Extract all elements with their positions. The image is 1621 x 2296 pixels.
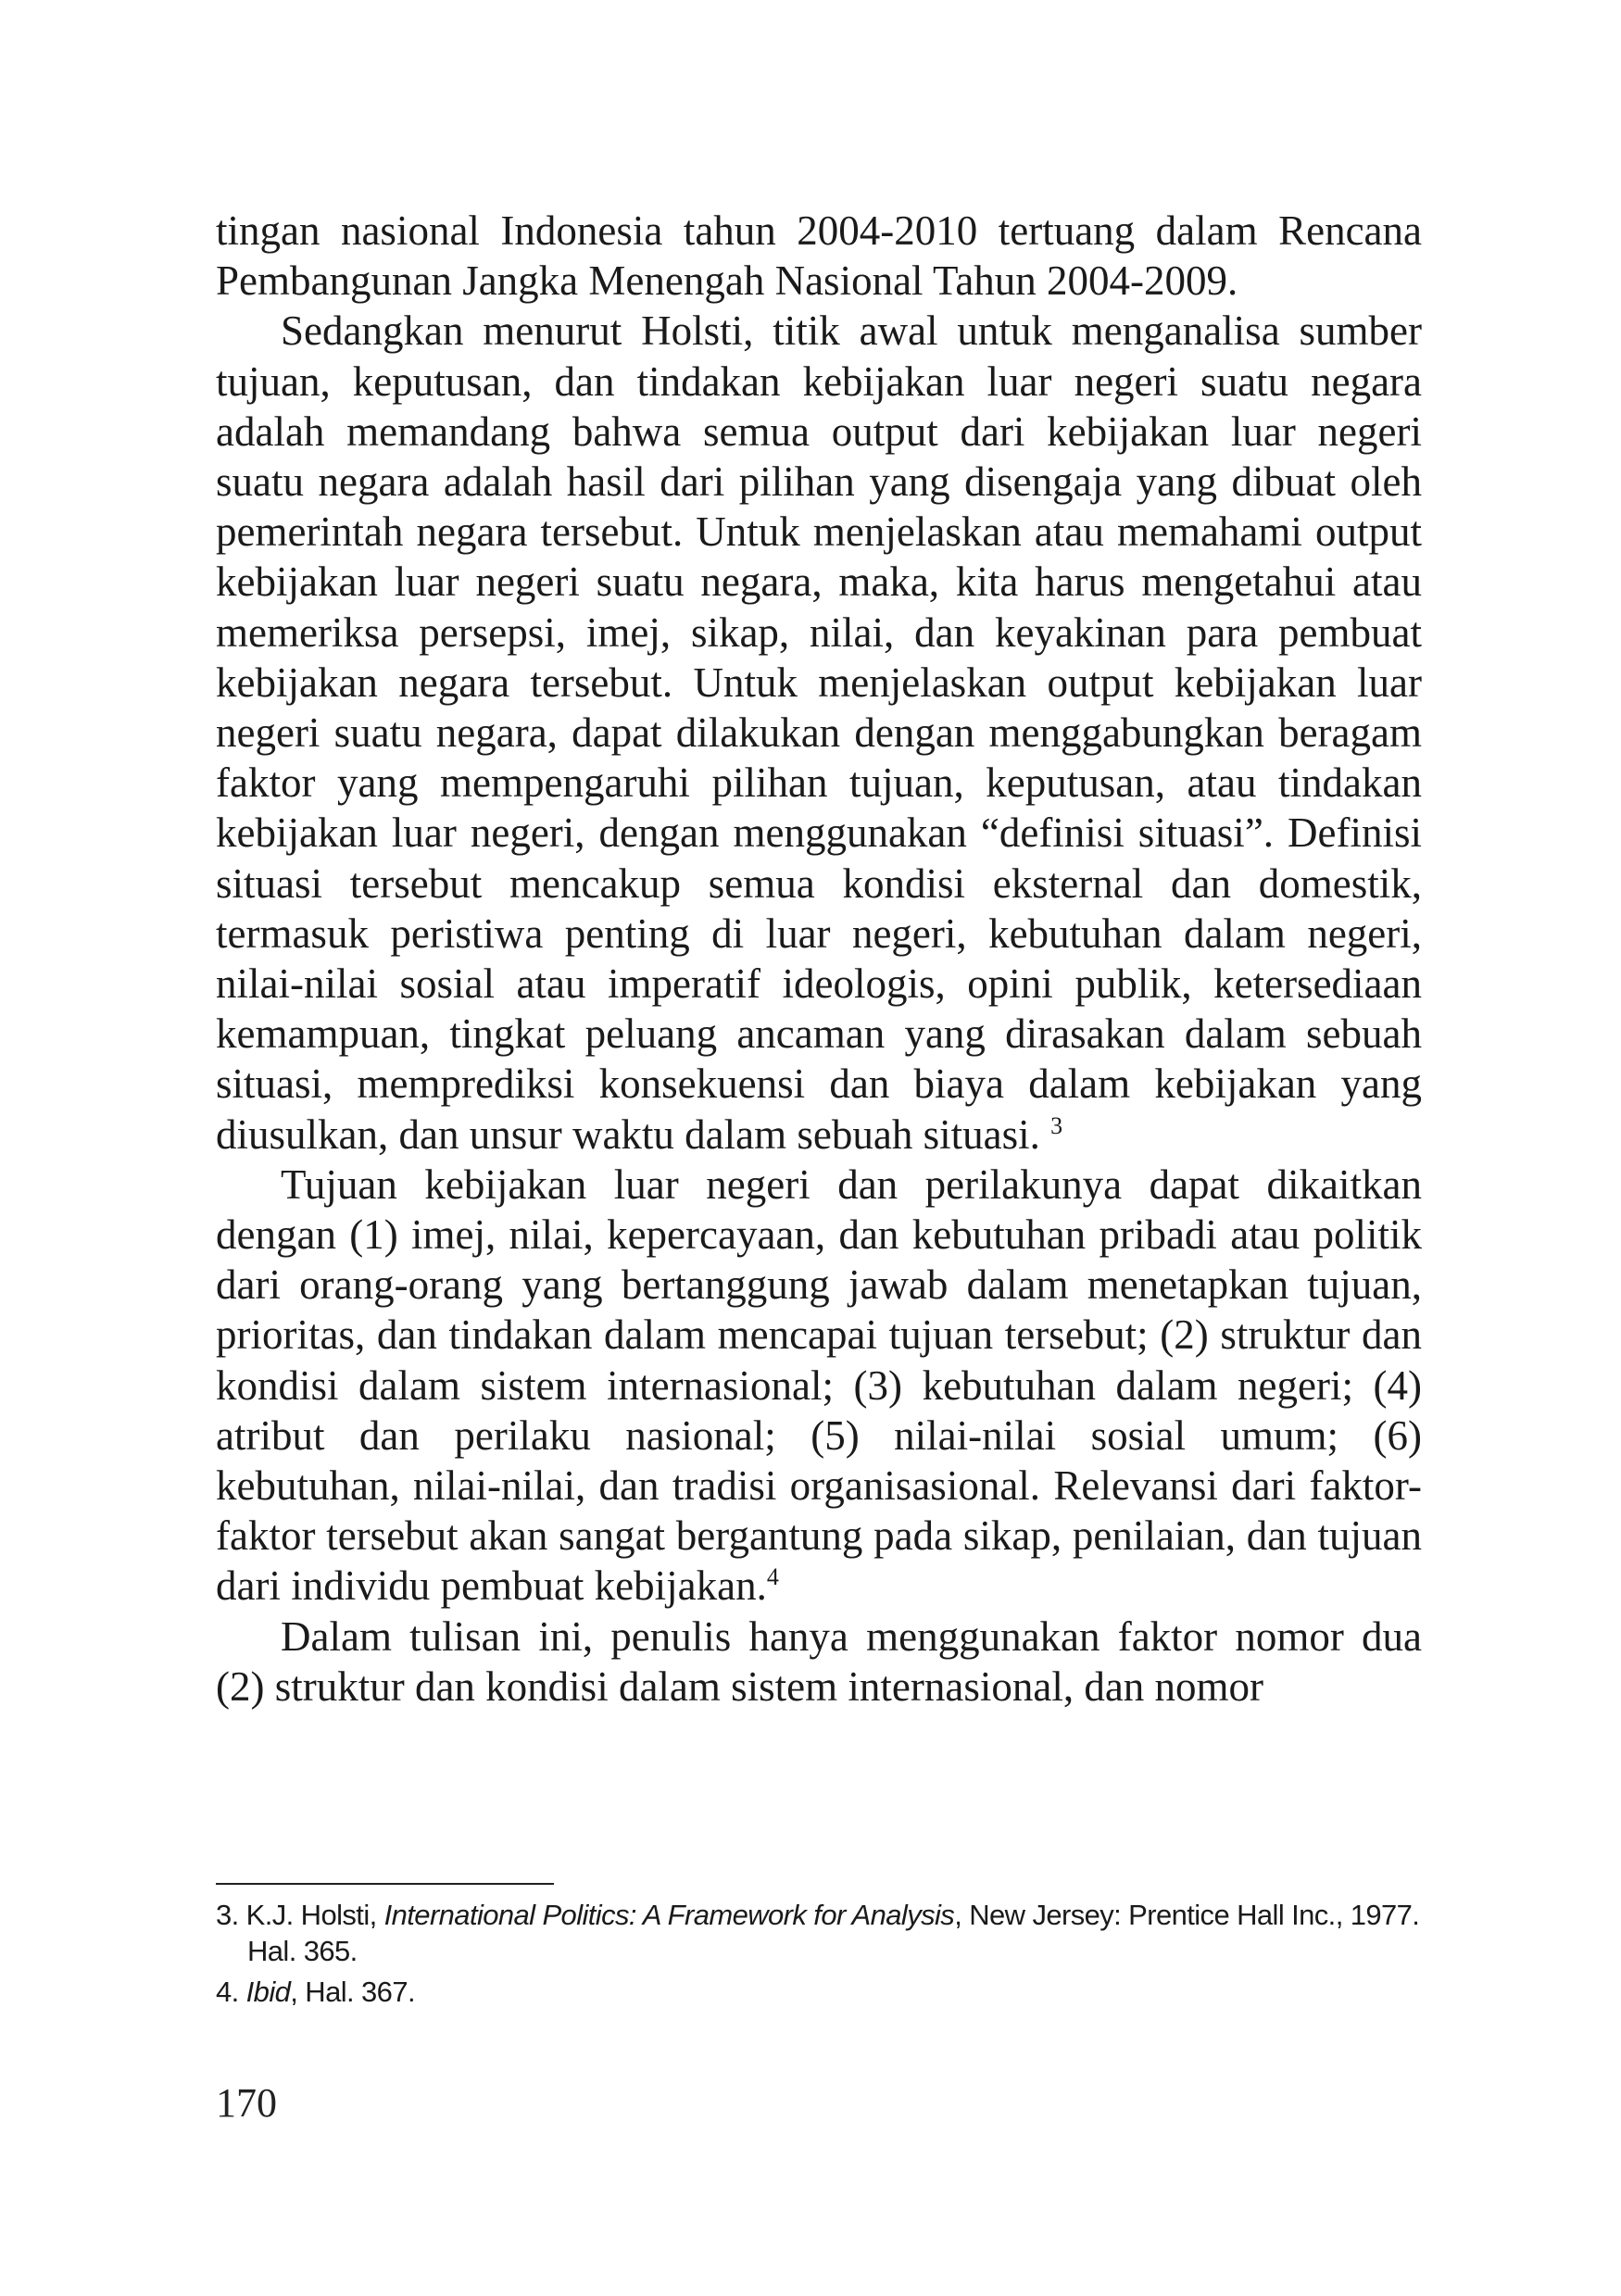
footnote-text: , Hal. 367. [290,1976,415,2008]
footnote-title: International Politics: A Framework for Analysis [383,1899,955,1931]
footnote-text: , New Jersey: Prentice Hall Inc., 1977. Hal. 365. [247,1899,1420,1967]
footnote-title: Ibid [245,1976,291,2008]
paragraph-1-text: tingan nasional Indonesia tahun 2004-2010 tertuang dalam Rencana Pembangunan Jangka Menengah Nasional Tahun 2004-2009. [216,207,1422,305]
footnote-text: K.J. Holsti, [245,1899,384,1931]
footnote-number: 3. [216,1899,239,1931]
paragraph-4-text: Dalam tulisan ini, penulis hanya menggunakan faktor nomor dua (2) struktur dan kondisi dalam sistem internasional, dan nomor [216,1612,1422,1710]
page-number: 170 [216,2080,277,2126]
paragraph-2 [216,306,1422,1159]
footnotes [216,1897,1425,2014]
footnote-ref-3: 3 [1050,1111,1063,1139]
paragraph-1 [216,206,1422,306]
paragraph-3-text: Tujuan kebijakan luar negeri dan perilakunya dapat dikaitkan dengan (1) imej, nilai, kepercayaan, dan kebutuhan pribadi atau politik dari orang-orang yang bertanggung jawab dalam menetapkan tujuan, prioritas, dan tindakan dalam mencapai tujuan tersebut; (2) struktur dan kondisi dalam sistem internasional; (3) kebutuhan dalam negeri; (4) atribut dan perilaku nasional; (5) nilai-nilai sosial umum; (6) kebutuhan, nilai-nilai, dan tradisi organisasional. Relevansi dari faktor-faktor tersebut akan sangat bergantung pada sikap, penilaian, dan tujuan dari individu pembuat kebijakan. [216,1161,1422,1610]
body-text [216,206,1422,1712]
footnote-3 [216,1897,1425,1969]
paragraph-2-text: Sedangkan menurut Holsti, titik awal untuk menganalisa sumber tujuan, keputusan, dan tindakan kebijakan luar negeri suatu negara adalah memandang bahwa semua output dari kebijakan luar negeri suatu negara adalah hasil dari pilihan yang disengaja yang dibuat oleh pemerintah negara tersebut. Untuk menjelaskan atau memahami output kebijakan luar negeri suatu negara, maka, kita harus mengetahui atau memeriksa persepsi, imej, sikap, nilai, dan keyakinan para pembuat kebijakan negara tersebut. Untuk menjelaskan output kebijakan luar negeri suatu negara, dapat dilakukan dengan menggabungkan beragam faktor yang mempengaruhi pilihan tujuan, keputusan, atau tindakan kebijakan luar negeri, dengan menggunakan “definisi situasi”. Definisi situasi tersebut mencakup semua kondisi eksternal dan domestik, termasuk peristiwa penting di luar negeri, kebutuhan dalam negeri, nilai-nilai sosial atau imperatif ideologis, opini publik, ketersediaan kemampuan, tingkat peluang ancaman yang dirasakan dalam sebuah situasi, memprediksi konsekuensi dan biaya dalam kebijakan yang diusulkan, dan unsur waktu dalam sebuah situasi. [216,307,1422,1158]
footnote-divider [216,1883,554,1885]
paragraph-4 [216,1612,1422,1712]
footnote-number: 4. [216,1976,239,2008]
footnote-4 [216,1974,1425,2010]
footnote-ref-4: 4 [766,1563,779,1591]
paragraph-3 [216,1160,1422,1612]
